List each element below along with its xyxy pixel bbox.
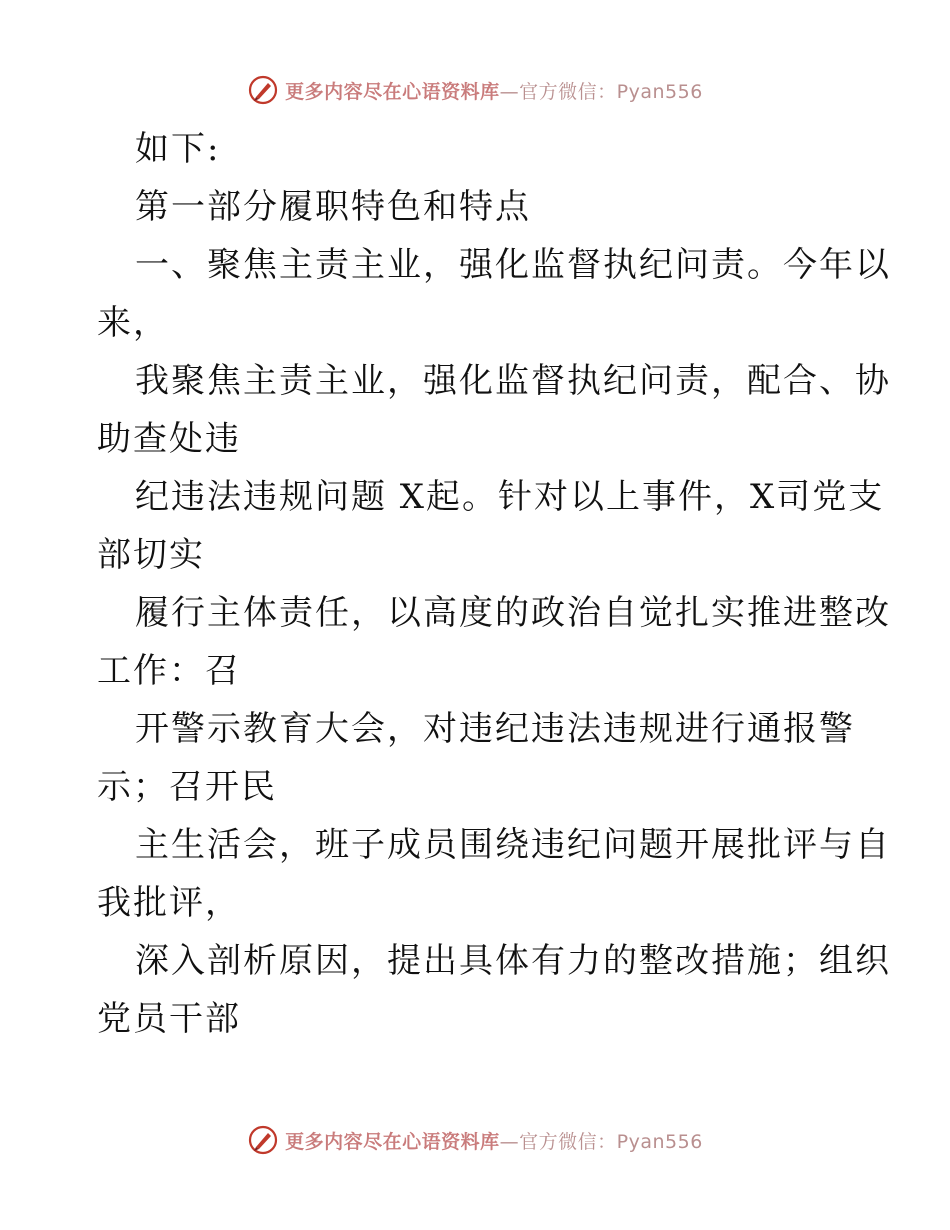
watermark-separator: — — [499, 1130, 520, 1153]
footer-watermark — [0, 1120, 950, 1160]
header-watermark — [0, 70, 950, 110]
text-line: 我批评， — [97, 883, 241, 923]
text-line: 履行主体责任，以高度的政治自觉扎实推进整改 — [135, 593, 891, 633]
text-line: 深入剖析原因，提出具体有力的整改措施；组织 — [135, 941, 891, 981]
text-line: 开警示教育大会，对违纪违法违规进行通报警 — [135, 709, 855, 749]
text-line: 如下: — [135, 129, 221, 169]
pen-logo-icon — [247, 74, 279, 106]
text-line: 来， — [97, 303, 169, 343]
text-line: 工作：召 — [97, 651, 241, 691]
document-body — [97, 120, 891, 1048]
watermark-contact: 官方微信：Pyan556 — [519, 80, 703, 103]
watermark-contact: 官方微信：Pyan556 — [519, 1130, 703, 1153]
text-line: 助查处违 — [97, 419, 241, 459]
pen-logo-icon — [247, 1124, 279, 1156]
text-line: 一、聚焦主责主业，强化监督执纪问责。今年以 — [135, 245, 891, 285]
watermark-text — [285, 77, 703, 104]
text-line: 主生活会，班子成员围绕违纪问题开展批评与自 — [135, 825, 891, 865]
watermark-brand: 更多内容尽在心语资料库 — [285, 1130, 500, 1153]
text-line: 第一部分履职特色和特点 — [135, 187, 531, 227]
text-line: 纪违法违规问题 X起。针对以上事件，X司党支 — [135, 477, 885, 517]
watermark-separator: — — [499, 80, 520, 103]
text-line: 示；召开民 — [97, 767, 277, 807]
text-line: 党员干部 — [97, 999, 241, 1039]
watermark-brand: 更多内容尽在心语资料库 — [285, 80, 500, 103]
watermark-text — [285, 1127, 703, 1154]
text-line: 我聚焦主责主业，强化监督执纪问责，配合、协 — [135, 361, 891, 401]
text-line: 部切实 — [97, 535, 205, 575]
